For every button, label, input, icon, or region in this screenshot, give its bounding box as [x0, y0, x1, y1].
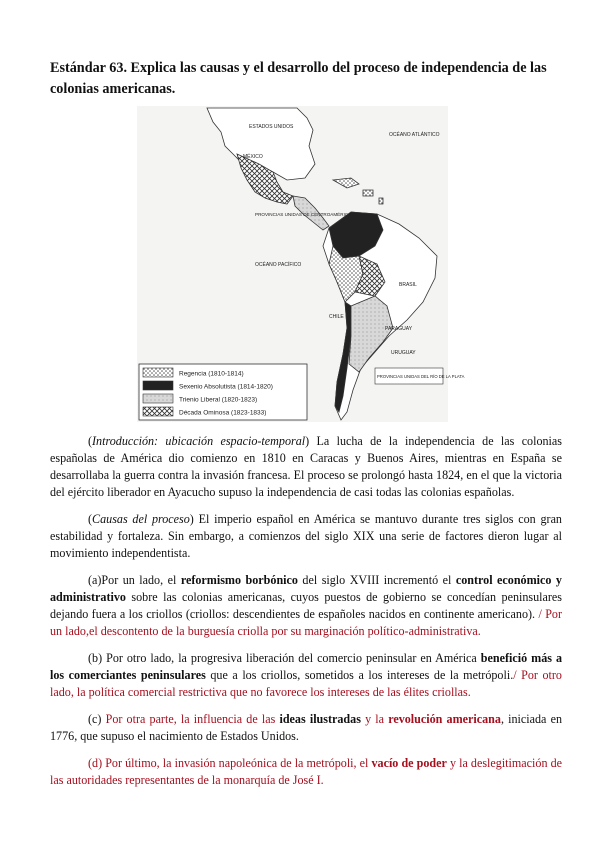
map-label-paraguay: PARAGUAY: [385, 326, 413, 332]
causas-label: Causas del proceso: [92, 512, 190, 526]
introduccion-label: Introducción: ubicación espacio-temporal: [92, 434, 306, 448]
paragraph-causas: (Causas del proceso) El imperio español en América se mantuvo durante tres siglos con gran estabilidad y fortaleza. Sin embargo, a comienzos del siglo XIX una serie de factores dieron lugar al movimiento independentista.: [50, 512, 562, 560]
legend-label-regencia: Regencia (1810-1814): [179, 370, 244, 378]
map-label-chile: CHILE: [329, 314, 344, 320]
annotation-causa-a: / Por un lado,el descontento de la burguesía criolla por su marginación político-administrativa.: [50, 607, 562, 638]
legend-swatch-sexenio: [143, 381, 173, 390]
legend-label-trienio: Trienio Liberal (1820-1823): [179, 396, 258, 404]
page-title: Estándar 63. Explica las causas y el desarrollo del proceso de independencia de las colonias americanas.: [50, 60, 547, 97]
rio-plata-region: [349, 296, 393, 372]
body-text: [50, 433, 562, 799]
map-label-usa: ESTADOS UNIDOS: [249, 124, 294, 130]
legend-label-decada: Década Ominosa (1823-1833): [179, 409, 267, 417]
map-label-atlantic: OCÉANO ATLÁNTICO: [389, 132, 440, 138]
map-label-central-america: PROVINCIAS UNIDAS DE CENTROAMÉRICA: [255, 212, 352, 217]
paragraph-causa-a: (a)Por un lado, el reformismo borbónico del siglo XVIII incrementó el control económico y administrativo sobre las colonias americanas, cuyos puestos de gobierno se concedían peninsulares dejando fuera a los criollos (criollos: descendientes de españoles nacidos en continente americano). / Por un lado,el descontento de la burguesía criolla por su marginación político-administrativa.: [50, 573, 562, 638]
paragraph-causa-c: (c) Por otra parte, la influencia de las ideas ilustradas y la revolución americana, iniciada en 1776, que supuso el nacimiento de Estados Unidos.: [50, 712, 562, 743]
paragraph-causa-d: (d) Por último, la invasión napoleónica de la metrópoli, el vacío de poder y la deslegitimación de las autoridades representantes de la monarquía de José I.: [50, 756, 563, 787]
map-label-rio-plata: PROVINCIAS UNIDAS DEL RÍO DE LA PLATA: [377, 374, 465, 379]
paragraph-causa-b: (b) Por otro lado, la progresiva liberación del comercio peninsular en América benefició más a los comerciantes peninsulares que a los criollos, sometidos a los intereses de la metrópoli./ Por otro lado, la política comercial restrictiva que no favorece los intereses de las élites criollas.: [50, 651, 562, 699]
caribbean-islands: [333, 178, 383, 204]
map-label-pacific: OCÉANO PACÍFICO: [255, 262, 302, 268]
map-figure: [137, 106, 465, 422]
map-label-brazil: BRASIL: [399, 282, 417, 288]
legend-swatch-trienio: [143, 394, 173, 403]
map-legend: [139, 364, 307, 420]
legend-swatch-decada: [143, 407, 173, 416]
map-label-uruguay: URUGUAY: [391, 350, 416, 356]
legend-swatch-regencia: [143, 368, 173, 377]
paragraph-introduccion: (Introducción: ubicación espacio-temporal) La lucha de la independencia de las colonias españolas de América dio comienzo en 1810 en Caracas y Buenos Aires, mientras en España se desarrollaba la guerra contra la invasión francesa. El proceso se prolongó hasta 1824, en el que la victoria del ejército liberador en Ayacucho supuso la independencia de casi todas las colonias españolas.: [50, 434, 562, 499]
legend-label-sexenio: Sexenio Absolutista (1814-1820): [179, 383, 273, 391]
annotation-causa-b: / Por otro lado, la política comercial restrictiva que no favorece los intereses de las élites criollas.: [50, 668, 562, 699]
map-label-mexico: MÉXICO: [243, 154, 263, 160]
